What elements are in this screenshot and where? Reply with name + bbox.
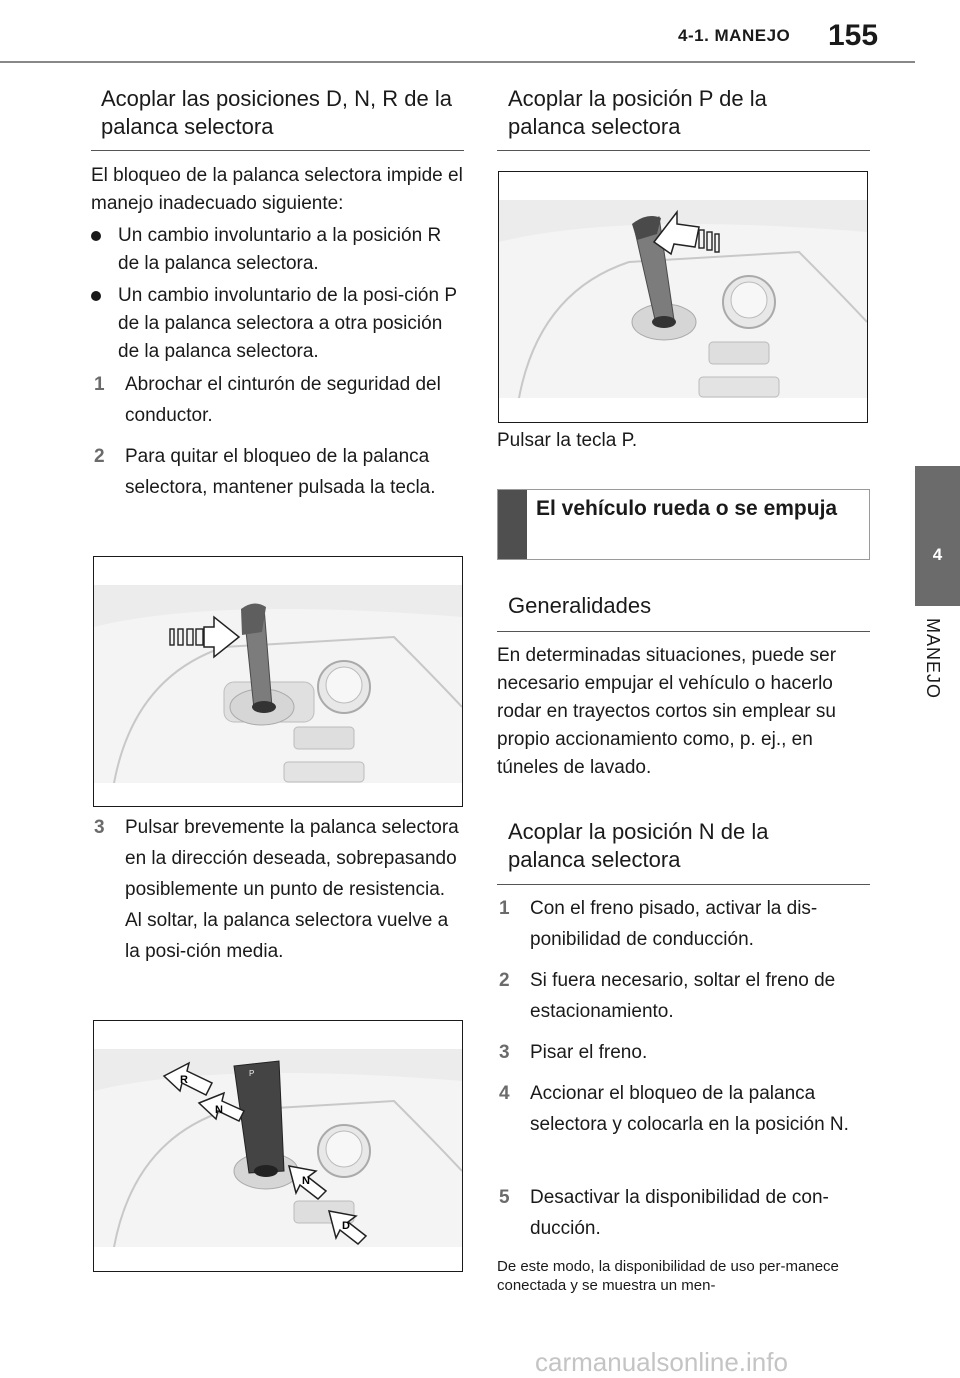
step-text: Desactivar la disponibilidad de con-ducción. bbox=[530, 1187, 829, 1239]
bullet-item: Un cambio involuntario a la posición R de la palanca selectora. bbox=[118, 222, 463, 278]
step-text: Para quitar el bloqueo de la palanca selectora, mantener pulsada la tecla. bbox=[125, 446, 436, 498]
section-rule bbox=[497, 150, 870, 151]
step-text: Con el freno pisado, activar la dis-ponibilidad de conducción. bbox=[530, 898, 818, 950]
step-number: 3 bbox=[499, 1042, 510, 1063]
watermark: carmanualsonline.info bbox=[535, 1347, 788, 1377]
section-rule bbox=[497, 631, 870, 632]
bullet-item: Un cambio involuntario de la posi-ción P de la palanca selectora a otra posición de la palanca selectora. bbox=[118, 282, 463, 366]
direction-label-d: D bbox=[342, 1220, 350, 1232]
caption-park: Pulsar la tecla P. bbox=[497, 430, 638, 451]
step-number: 2 bbox=[94, 446, 105, 467]
figure-illustration bbox=[94, 557, 462, 806]
step-number: 4 bbox=[499, 1083, 510, 1104]
lever-label-p: P bbox=[249, 1069, 255, 1078]
running-header-section: 4-1. MANEJO bbox=[678, 26, 791, 45]
section-heading-p: Acoplar la posición P de la palanca selectora bbox=[508, 86, 767, 139]
figure-selector-lever-unlock bbox=[93, 556, 463, 807]
step-number: 3 bbox=[94, 817, 105, 838]
direction-label-r: R bbox=[180, 1074, 188, 1086]
page-number: 155 bbox=[828, 19, 879, 52]
header-rule bbox=[0, 61, 915, 63]
step-number: 2 bbox=[499, 970, 510, 991]
step-text: Abrochar el cinturón de seguridad del conductor. bbox=[125, 374, 441, 426]
section-heading-dnr: Acoplar las posiciones D, N, R de la palanca selectora bbox=[101, 86, 452, 139]
section-rule bbox=[91, 150, 464, 151]
step-item bbox=[94, 812, 465, 967]
step-item bbox=[499, 1182, 865, 1244]
step-number: 1 bbox=[499, 898, 510, 919]
step-item bbox=[94, 441, 465, 503]
chapter-tab bbox=[915, 466, 960, 606]
step-text: Si fuera necesario, soltar el freno de estacionamiento. bbox=[530, 970, 836, 1022]
chapter-heading: El vehículo rueda o se empuja bbox=[536, 497, 838, 520]
direction-label-n: N bbox=[215, 1104, 223, 1116]
figure-illustration bbox=[94, 1021, 462, 1271]
section-heading-n: Acoplar la posición N de la palanca selectora bbox=[508, 819, 769, 872]
step-item bbox=[499, 893, 865, 955]
chapter-heading-box bbox=[497, 489, 870, 560]
step-number: 1 bbox=[94, 374, 105, 395]
subsection-heading-general: Generalidades bbox=[508, 593, 652, 618]
note-paragraph: De este modo, la disponibilidad de uso per-manece conectada y se muestra un men- bbox=[497, 1258, 839, 1294]
step-text: Pulsar brevemente la palanca selectora en la dirección deseada, sobrepasando posiblemente un punto de resistencia. Al soltar, la palanca selectora vuelve a la posi-ción media. bbox=[125, 817, 459, 962]
step-item bbox=[499, 965, 865, 1027]
general-paragraph: En determinadas situaciones, puede ser necesario empujar el vehículo o hacerlo rodar en trayectos cortos sin emplear su propio accionamiento como, p. ej., en túneles de lavado. bbox=[497, 645, 837, 778]
figure-selector-lever-directions bbox=[93, 1020, 463, 1272]
intro-paragraph: El bloqueo de la palanca selectora impide el manejo inadecuado siguiente: bbox=[91, 165, 463, 214]
step-item bbox=[94, 369, 465, 431]
step-item bbox=[499, 1037, 865, 1068]
chapter-heading-bar bbox=[498, 490, 527, 559]
step-item bbox=[499, 1078, 865, 1140]
step-text: Pisar el freno. bbox=[530, 1042, 648, 1063]
figure-illustration bbox=[499, 172, 867, 422]
section-rule bbox=[497, 884, 870, 885]
direction-label-n: N bbox=[302, 1175, 310, 1187]
step-text: Accionar el bloqueo de la palanca selectora y colocarla en la posición N. bbox=[530, 1083, 849, 1135]
chapter-tab-number: 4 bbox=[932, 545, 943, 564]
figure-park-button bbox=[498, 171, 868, 423]
step-number: 5 bbox=[499, 1187, 510, 1208]
chapter-tab-label: MANEJO bbox=[923, 618, 943, 700]
